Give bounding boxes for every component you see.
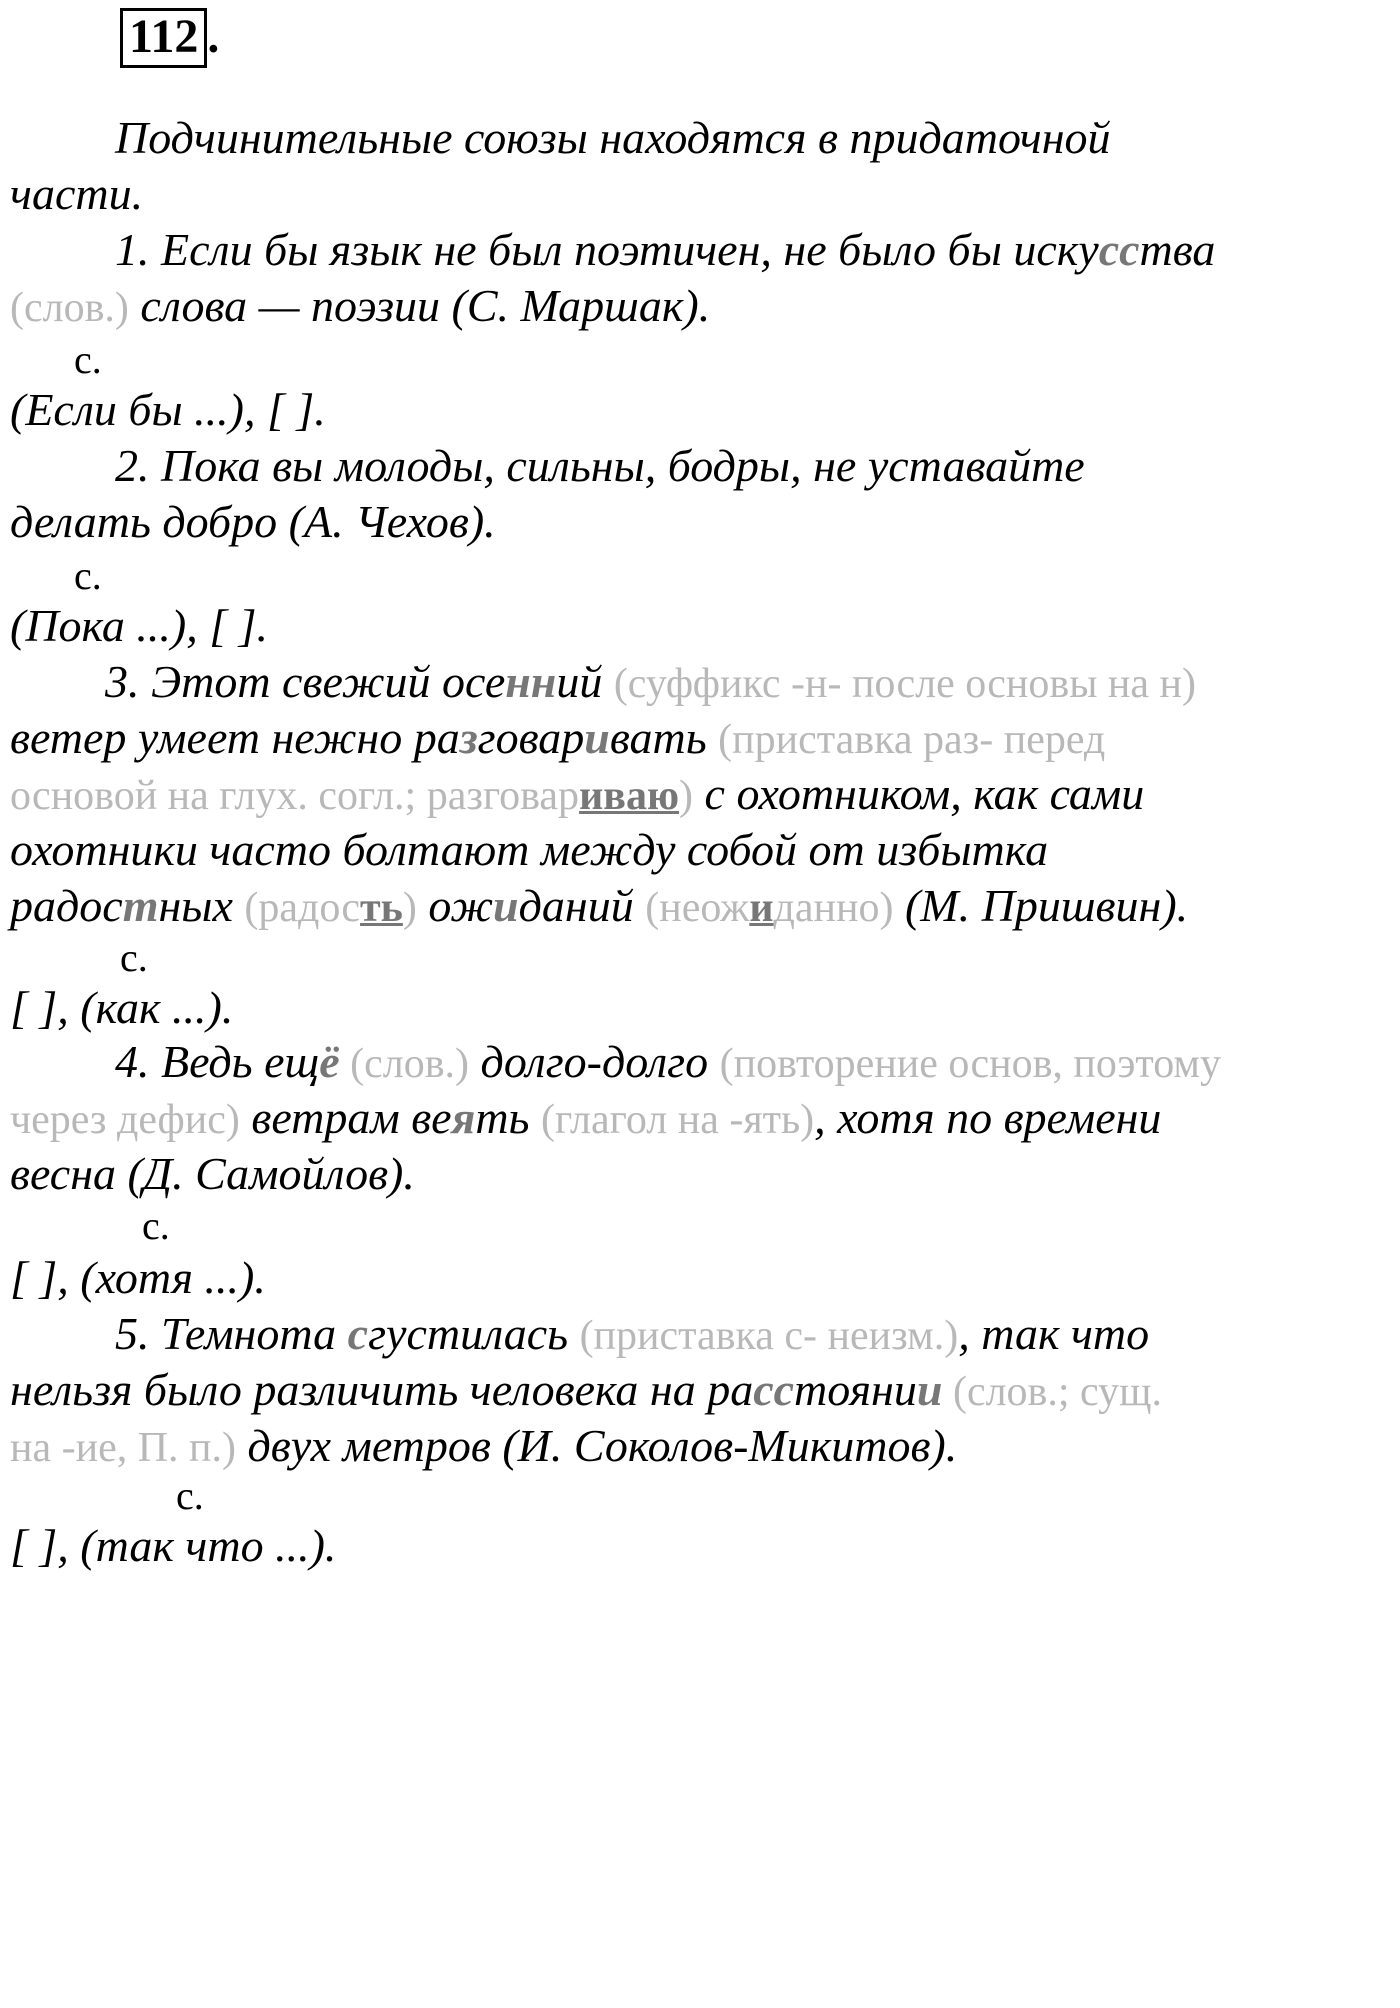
highlighted-letters: сс bbox=[753, 1364, 795, 1415]
highlighted-letters: и bbox=[584, 712, 610, 763]
spelling-note-underlined: ть bbox=[360, 885, 403, 931]
spelling-note: данно) bbox=[773, 885, 894, 931]
spelling-note: (слов.; сущ. bbox=[942, 1369, 1162, 1415]
highlighted-letters: я bbox=[451, 1092, 476, 1143]
spelling-note: (приставка раз- перед bbox=[718, 717, 1106, 763]
text: ть bbox=[475, 1092, 541, 1143]
sentence-4-line-3: весна (Д. Самойлов). bbox=[10, 1148, 415, 1199]
sentence-4-line-1 bbox=[115, 1036, 1221, 1090]
text: ий bbox=[556, 656, 614, 707]
sentence-3-line-3 bbox=[10, 768, 1144, 822]
highlighted-letters: сс bbox=[1098, 224, 1140, 275]
text: нельзя было различить человека на ра bbox=[10, 1364, 754, 1415]
sentence-3-line-4: охотники часто болтают между собой от избытка bbox=[10, 824, 1049, 875]
task-number-dot: . bbox=[207, 10, 220, 63]
highlighted-letters: и bbox=[916, 1364, 943, 1415]
sentence-5-line-2 bbox=[10, 1364, 1162, 1418]
spelling-note: (слов.) bbox=[10, 285, 129, 331]
text: ветрам ве bbox=[239, 1092, 452, 1143]
spelling-note: основой на глух. согл.; разговар bbox=[10, 773, 580, 819]
text: , хотя по времени bbox=[814, 1092, 1162, 1143]
spelling-note: (глагол на -ять) bbox=[540, 1097, 815, 1143]
sentence-5-line-3 bbox=[10, 1420, 957, 1474]
text: 5. Темнота bbox=[115, 1308, 348, 1359]
intro-line-2: части. bbox=[10, 168, 144, 219]
text: ных bbox=[158, 880, 245, 931]
text: радос bbox=[10, 880, 123, 931]
highlighted-letters: с bbox=[347, 1308, 369, 1359]
highlighted-letters: ё bbox=[319, 1036, 340, 1087]
task-number bbox=[120, 8, 219, 68]
text: (М. Пришвин). bbox=[893, 880, 1189, 931]
text: вать bbox=[609, 712, 719, 763]
spelling-note: на -ие, П. п.) bbox=[10, 1425, 237, 1471]
text: двух метров (И. Соколов-Микитов). bbox=[236, 1420, 958, 1471]
spelling-note: ) bbox=[402, 885, 417, 931]
sentence-5-mark: с. bbox=[176, 1473, 204, 1518]
text: ветер умеет нежно ра bbox=[10, 712, 460, 763]
task-number-box: 112 bbox=[120, 8, 207, 68]
sentence-3-line-2 bbox=[10, 712, 1105, 766]
spelling-note: (суффикс -н- после основы на н) bbox=[613, 661, 1197, 707]
sentence-1-mark: с. bbox=[74, 337, 102, 382]
sentence-2-scheme: (Пока ...), [ ]. bbox=[10, 600, 269, 651]
sentence-5-line-1 bbox=[115, 1308, 1149, 1362]
sentence-2-mark: с. bbox=[74, 553, 102, 598]
text: густилась bbox=[368, 1308, 580, 1359]
spelling-note-underlined: иваю bbox=[579, 773, 680, 819]
spelling-note: (неож bbox=[645, 885, 750, 931]
sentence-3-scheme: [ ], (как ...). bbox=[10, 982, 234, 1033]
text: с охотником, как сами bbox=[693, 768, 1145, 819]
sentence-1-line-1 bbox=[115, 224, 1215, 276]
sentence-4-scheme: [ ], (хотя ...). bbox=[10, 1252, 266, 1303]
sentence-4-mark: с. bbox=[142, 1203, 170, 1248]
sentence-2-line-1: 2. Пока вы молоды, сильны, бодры, не уставайте bbox=[115, 440, 1085, 491]
text: долго-долго bbox=[469, 1036, 720, 1087]
sentence-3-mark: с. bbox=[120, 935, 148, 980]
text: говар bbox=[477, 712, 585, 763]
highlighted-letters: т bbox=[122, 880, 159, 931]
spelling-note-underlined: и bbox=[749, 885, 774, 931]
spelling-note: ) bbox=[679, 773, 694, 819]
text: тва bbox=[1139, 224, 1216, 275]
highlighted-letters: з bbox=[459, 712, 478, 763]
text: ож bbox=[416, 880, 494, 931]
text: слова — поэзии (С. Маршак). bbox=[128, 280, 711, 331]
sentence-3-line-1 bbox=[105, 656, 1196, 710]
sentence-2-line-2: делать добро (А. Чехов). bbox=[10, 496, 496, 547]
text: 1. Если бы язык не был поэтичен, не было бы иску bbox=[115, 224, 1099, 275]
spelling-note: (слов.) bbox=[339, 1041, 470, 1087]
highlighted-letters: и bbox=[493, 880, 519, 931]
spelling-note: через дефис) bbox=[10, 1097, 240, 1143]
text: , так что bbox=[958, 1308, 1150, 1359]
sentence-5-scheme: [ ], (так что ...). bbox=[10, 1520, 337, 1571]
text: даний bbox=[518, 880, 646, 931]
sentence-4-line-2 bbox=[10, 1092, 1161, 1146]
sentence-1-scheme: (Если бы ...), [ ]. bbox=[10, 384, 326, 435]
spelling-note: (приставка с- неизм.) bbox=[579, 1313, 959, 1359]
highlighted-letters: нн bbox=[505, 656, 557, 707]
text: тояни bbox=[794, 1364, 917, 1415]
spelling-note: (радос bbox=[244, 885, 361, 931]
sentence-1-line-2 bbox=[10, 280, 710, 334]
spelling-note: (повторение основ, поэтому bbox=[719, 1041, 1221, 1087]
text: 3. Этот свежий осе bbox=[105, 656, 506, 707]
text: 4. Ведь ещ bbox=[115, 1036, 320, 1087]
intro-line-1: Подчинительные союзы находятся в придаточной bbox=[115, 112, 1111, 163]
sentence-3-line-5 bbox=[10, 880, 1188, 934]
